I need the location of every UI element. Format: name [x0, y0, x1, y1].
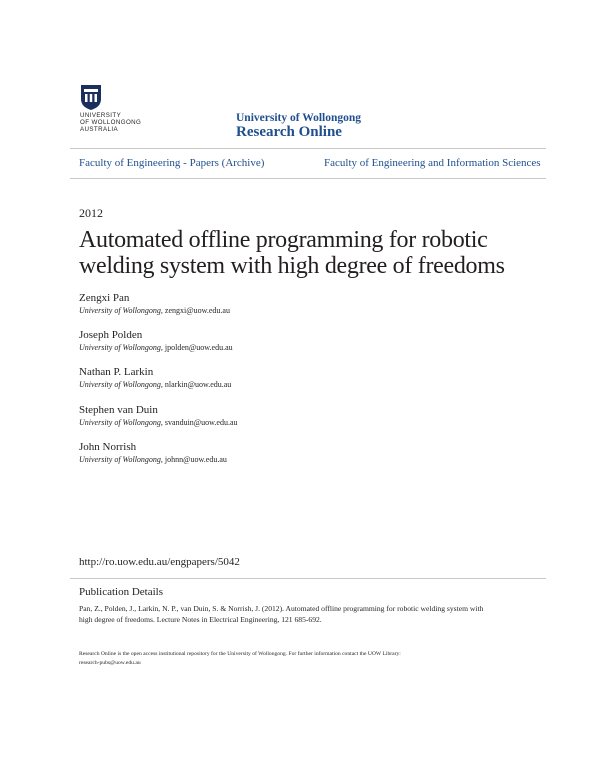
- author-affiliation: University of Wollongong, zengxi@uow.edu.au: [79, 306, 230, 315]
- publication-year: 2012: [79, 206, 103, 220]
- logo-wordmark: UNIVERSITY OF WOLLONGONG AUSTRALIA: [80, 112, 142, 133]
- details-divider: [70, 578, 546, 579]
- repository-footer: Research Online is the open access institutional repository for the University of Wollongong. For further information contact the UOW Library: research-pubs@uow.edu.au: [79, 650, 519, 668]
- paper-url-link[interactable]: http://ro.uow.edu.au/engpapers/5042: [79, 556, 240, 568]
- author-affiliation: University of Wollongong, nlarkin@uow.edu.au: [79, 380, 232, 389]
- nav-divider: [70, 178, 546, 179]
- author-name[interactable]: Stephen van Duin: [79, 404, 158, 416]
- author-item: [79, 291, 479, 316]
- author-item: [79, 403, 479, 428]
- repository-name: University of Wollongong: [236, 112, 362, 124]
- author-affiliation: University of Wollongong, svanduin@uow.edu.au: [79, 418, 238, 427]
- author-item: [79, 365, 479, 390]
- faculty-archive-link[interactable]: Faculty of Engineering - Papers (Archive): [79, 157, 265, 169]
- author-name[interactable]: Nathan P. Larkin: [79, 366, 154, 378]
- author-affiliation: University of Wollongong, johnn@uow.edu.au: [79, 455, 227, 464]
- author-name[interactable]: Zengxi Pan: [79, 292, 130, 304]
- author-item: [79, 328, 479, 353]
- publication-details-text: Pan, Z., Polden, J., Larkin, N. P., van Duin, S. & Norrish, J. (2012). Automated offline programming for robotic welding system with high degree of freedoms. Lecture Notes in Electrical Engineering, 121 685-692.: [79, 604, 484, 624]
- author-affiliation: University of Wollongong, jpolden@uow.edu.au: [79, 343, 233, 352]
- author-name[interactable]: Joseph Polden: [79, 329, 143, 341]
- paper-title: Automated offline programming for robotic welding system with high degree of freedoms: [79, 227, 505, 279]
- library-email-link[interactable]: research-pubs@uow.edu.au: [79, 660, 141, 666]
- publication-details-heading: Publication Details: [79, 586, 164, 598]
- uow-logo: [80, 84, 148, 138]
- uow-crest-icon: [80, 84, 102, 111]
- faculty-eis-link[interactable]: Faculty of Engineering and Information Sciences: [324, 157, 541, 169]
- author-name[interactable]: John Norrish: [79, 441, 137, 453]
- author-item: [79, 440, 479, 465]
- top-divider: [70, 148, 546, 149]
- repository-subtitle: Research Online: [236, 124, 342, 140]
